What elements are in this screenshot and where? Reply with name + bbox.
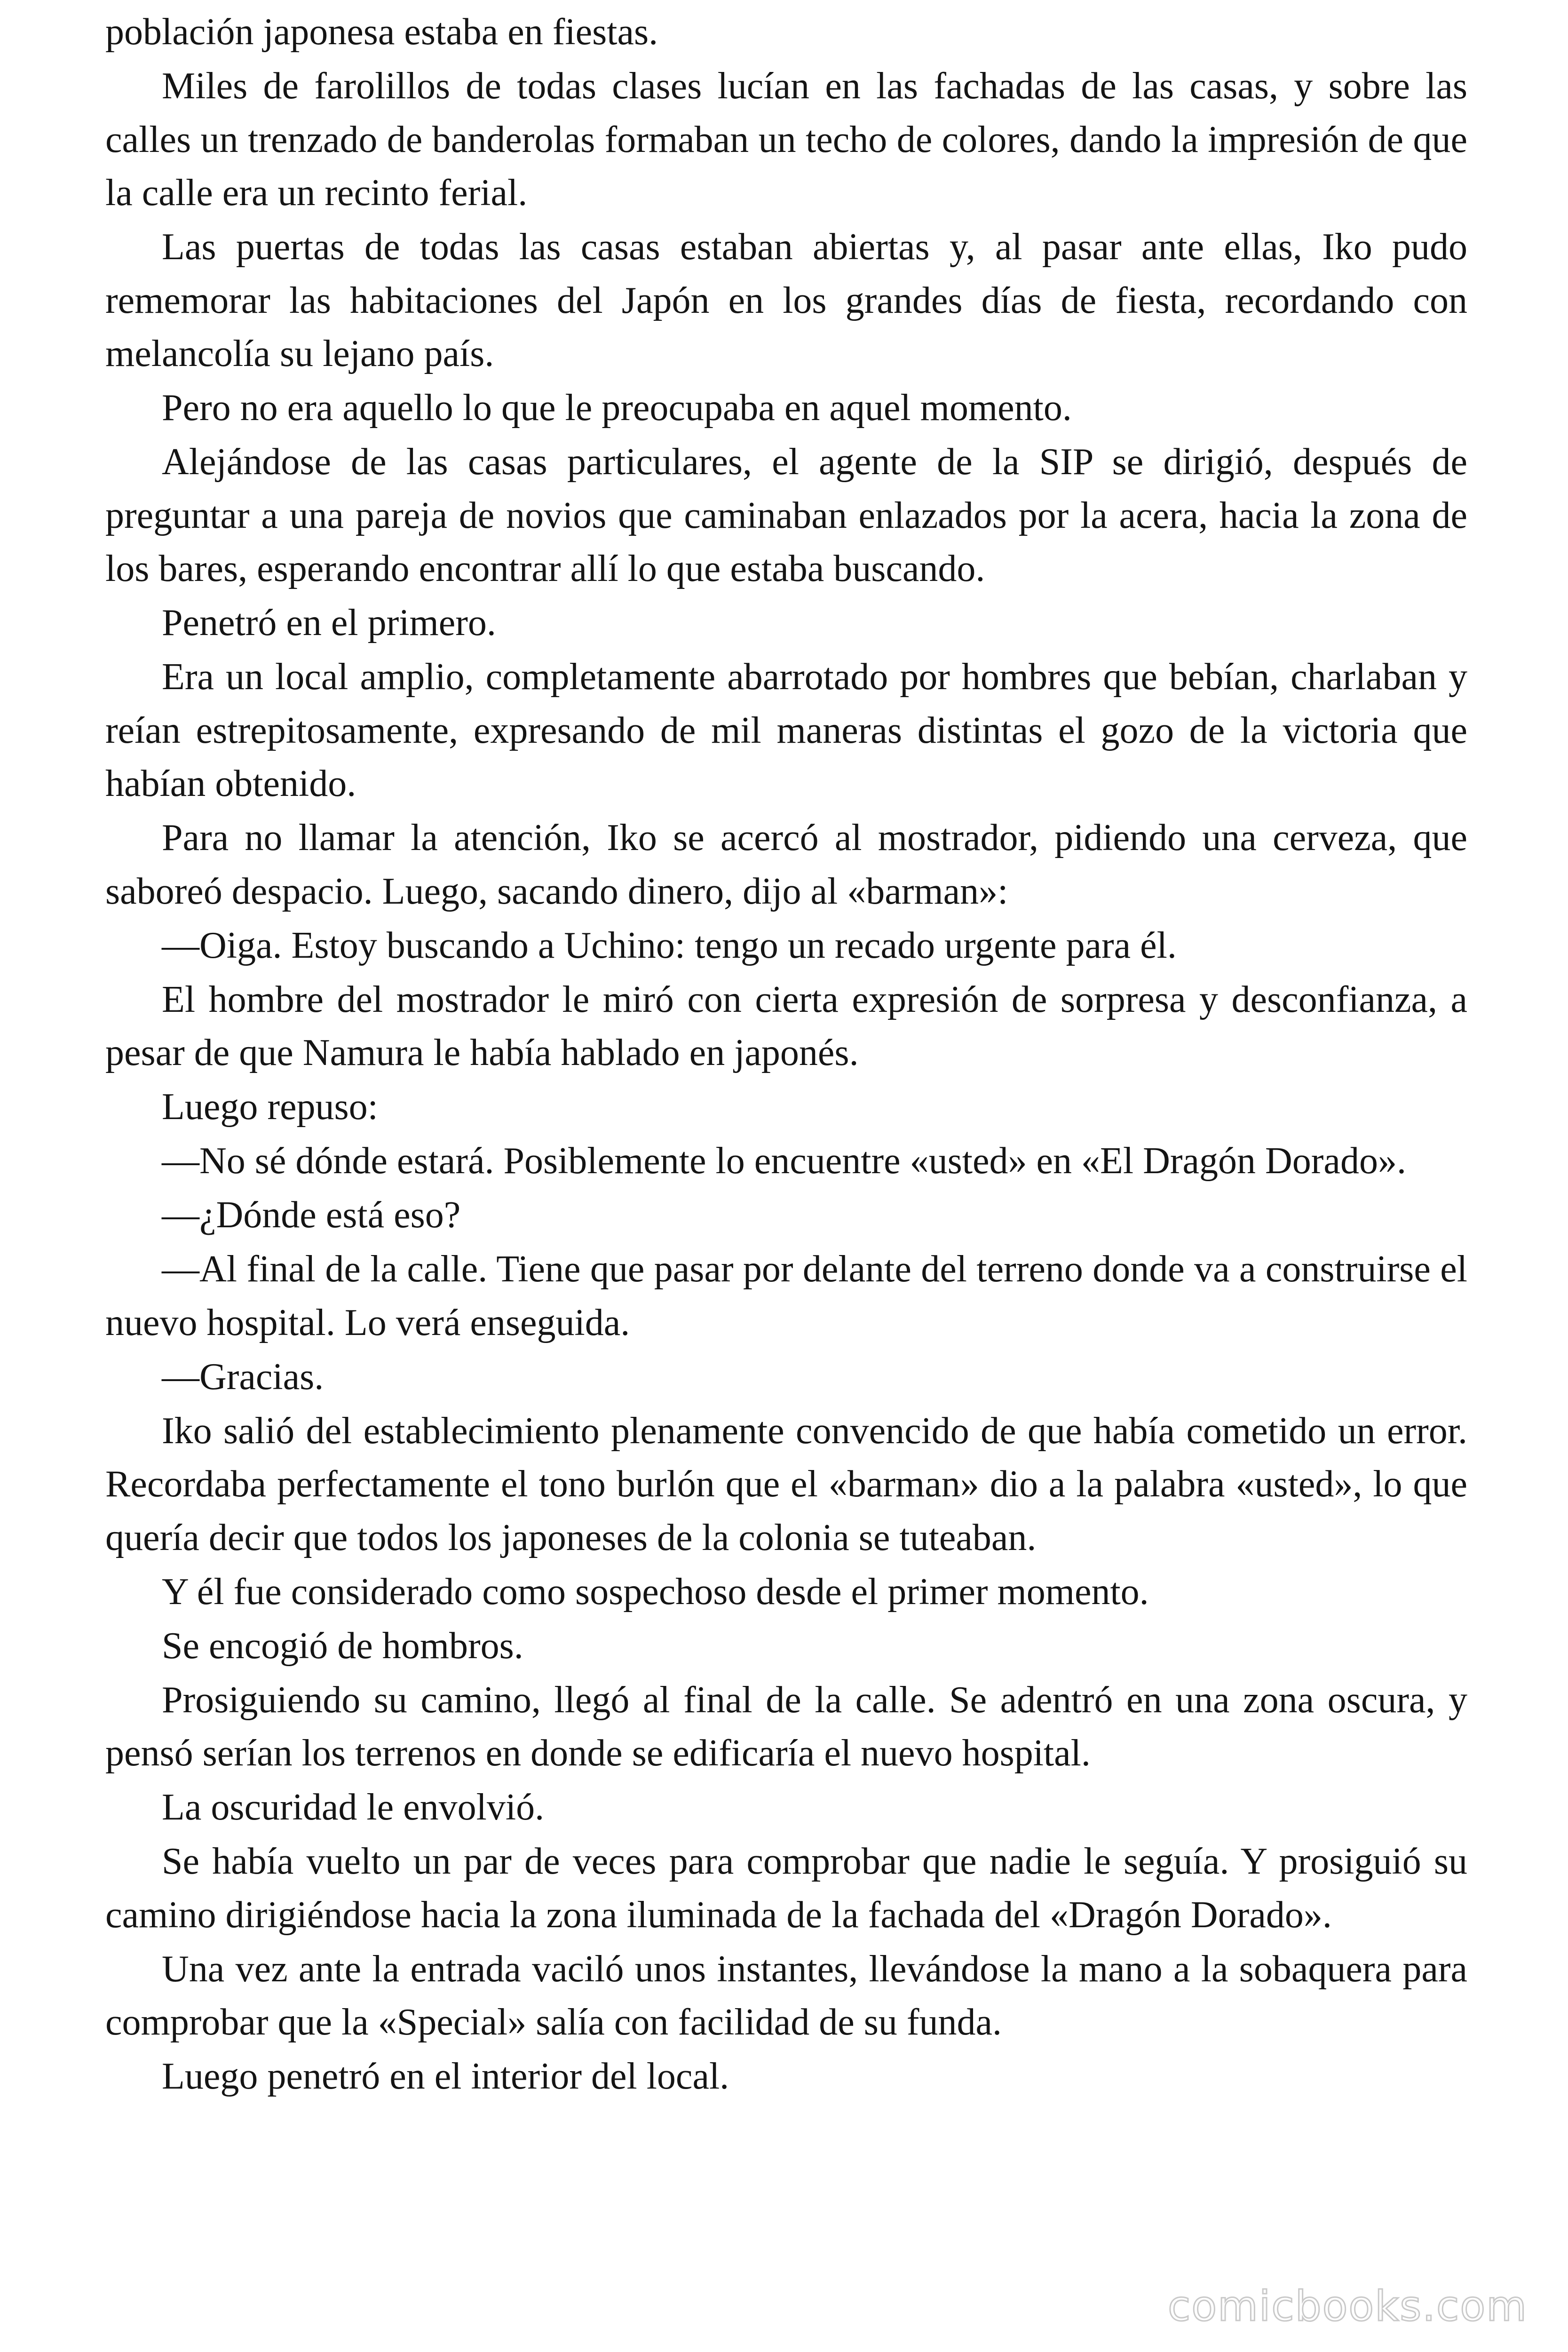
paragraph-9: —Oiga. Estoy buscando a Uchino: tengo un recado urgente para él.	[162, 924, 1177, 966]
book-page	[105, 6, 1467, 2278]
paragraph-19: Prosiguiendo su camino, llegó al final de la calle. Se adentró en una zona oscura, y pensó serían los terrenos en donde se edificaría el nuevo hospital.	[105, 1679, 1467, 1774]
paragraph-17: Y él fue considerado como sospechoso desde el primer momento.	[162, 1571, 1149, 1613]
paragraph-14: —Al final de la calle. Tiene que pasar por delante del terreno donde va a construirse el nuevo hospital. Lo verá enseguida.	[105, 1248, 1467, 1343]
paragraph-10: El hombre del mostrador le miró con cierta expresión de sorpresa y desconfianza, a pesar de que Namura le había hablado en japonés.	[105, 978, 1467, 1073]
paragraph-4: Pero no era aquello lo que le preocupaba en aquel momento.	[162, 387, 1072, 429]
paragraph-23: Luego penetró en el interior del local.	[162, 2056, 729, 2097]
paragraph-12: —No sé dónde estará. Posiblemente lo encuentre «usted» en «El Dragón Dorado».	[162, 1140, 1406, 1182]
paragraph-6: Penetró en el primero.	[162, 602, 496, 644]
paragraph-1: población japonesa estaba en fiestas.	[105, 11, 658, 53]
paragraph-20: La oscuridad le envolvió.	[162, 1787, 545, 1828]
paragraph-3: Las puertas de todas las casas estaban abiertas y, al pasar ante ellas, Iko pudo rememorar las habitaciones del Japón en los grandes días de fiesta, recordando con melancolía su lejano país.	[105, 226, 1467, 374]
paragraph-16: Iko salió del establecimiento plenamente convencido de que había cometido un error. Recordaba perfectamente el tono burlón que el «barman» dio a la palabra «usted», lo que quería decir que todos los japoneses de la colonia se tuteaban.	[105, 1410, 1467, 1558]
paragraph-18: Se encogió de hombros.	[162, 1625, 523, 1667]
paragraph-7: Era un local amplio, completamente abarrotado por hombres que bebían, charlaban y reían estrepitosamente, expresando de mil maneras distintas el gozo de la victoria que habían obtenido.	[105, 656, 1467, 804]
paragraph-2: Miles de farolillos de todas clases lucían en las fachadas de las casas, y sobre las calles un trenzado de banderolas formaban un techo de colores, dando la impresión de que la calle era un recinto ferial.	[105, 65, 1467, 214]
paragraph-21: Se había vuelto un par de veces para comprobar que nadie le seguía. Y prosiguió su camino dirigiéndose hacia la zona iluminada de la fachada del «Dragón Dorado».	[105, 1841, 1467, 1936]
paragraph-15: —Gracias.	[162, 1356, 324, 1398]
paragraph-22: Una vez ante la entrada vaciló unos instantes, llevándose la mano a la sobaquera para comprobar que la «Special» salía con facilidad de su funda.	[105, 1948, 1467, 2043]
paragraph-11: Luego repuso:	[162, 1086, 378, 1128]
watermark: comicbooks.com	[1167, 2282, 1528, 2330]
paragraph-13: —¿Dónde está eso?	[162, 1194, 461, 1236]
paragraph-5: Alejándose de las casas particulares, el agente de la SIP se dirigió, después de preguntar a una pareja de novios que caminaban enlazados por la acera, hacia la zona de los bares, esperando encontrar allí lo que estaba buscando.	[105, 441, 1467, 589]
paragraph-8: Para no llamar la atención, Iko se acercó al mostrador, pidiendo una cerveza, que saboreó despacio. Luego, sacando dinero, dijo al «barman»:	[105, 817, 1467, 912]
